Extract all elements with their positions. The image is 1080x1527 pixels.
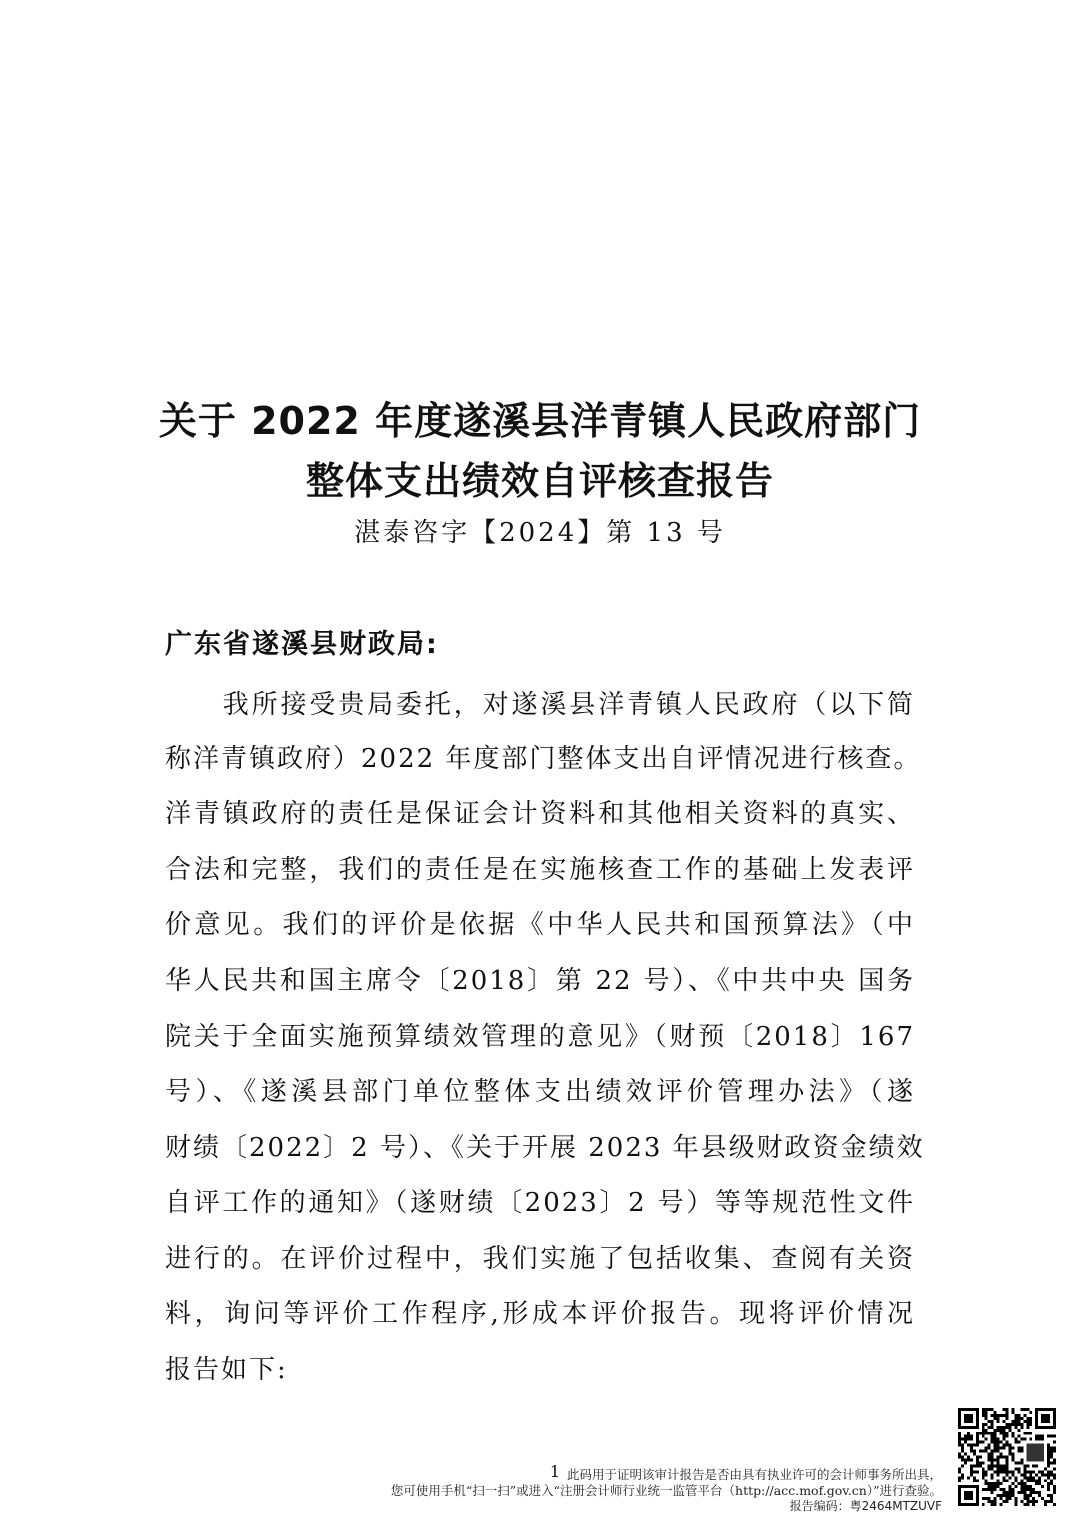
qr-code-icon[interactable]: [958, 1408, 1056, 1506]
report-code: 报告编码：粤2464MTZUVF: [789, 1499, 942, 1513]
body-line: 价意见。我们的评价是依据《中华人民共和国预算法》（中: [165, 910, 915, 940]
body-line: 华人民共和国主席令〔2018〕第 22 号）、《中共中央 国务: [165, 966, 915, 996]
body-line: 我所接受贵局委托，对遂溪县洋青镇人民政府（以下简: [165, 690, 915, 720]
body-line: 称洋青镇政府）2022 年度部门整体支出自评情况进行核查。: [165, 744, 922, 774]
page-number: 1: [549, 1462, 561, 1481]
body-line: 号）、《遂溪县部门单位整体支出绩效评价管理办法》（遂: [165, 1077, 915, 1107]
body-line: 进行的。在评价过程中，我们实施了包括收集、查阅有关资: [165, 1244, 915, 1274]
body-line: 料，询问等评价工作程序,形成本评价报告。现将评价情况: [165, 1299, 915, 1329]
title-line-2: 整体支出绩效自评核查报告: [305, 459, 774, 503]
verification-note-line-2: 您可使用手机“扫一扫”或进入“注册会计师行业统一监管平台（http://acc.mof.gov.cn）”进行查验。: [390, 1483, 942, 1498]
title-line-1: 关于 2022 年度遂溪县洋青镇人民政府部门: [158, 399, 922, 443]
body-line: 合法和完整，我们的责任是在实施核查工作的基础上发表评: [165, 855, 915, 885]
body-line: 报告如下:: [165, 1355, 288, 1385]
body-line: 自评工作的通知》（遂财绩〔2023〕2 号）等等规范性文件: [165, 1188, 915, 1218]
body-line: 财绩〔2022〕2 号）、《关于开展 2023 年县级财政资金绩效: [165, 1133, 925, 1163]
body-line: 院关于全面实施预算绩效管理的意见》（财预〔2018〕167: [165, 1022, 915, 1052]
document-number: 湛泰咨字【2024】第 13 号: [354, 518, 726, 548]
body-line: 洋青镇政府的责任是保证会计资料和其他相关资料的真实、: [165, 799, 915, 829]
addressee: 广东省遂溪县财政局:: [165, 629, 439, 660]
verification-note-line-1: 此码用于证明该审计报告是否由具有执业许可的会计师事务所出具，: [566, 1467, 942, 1482]
